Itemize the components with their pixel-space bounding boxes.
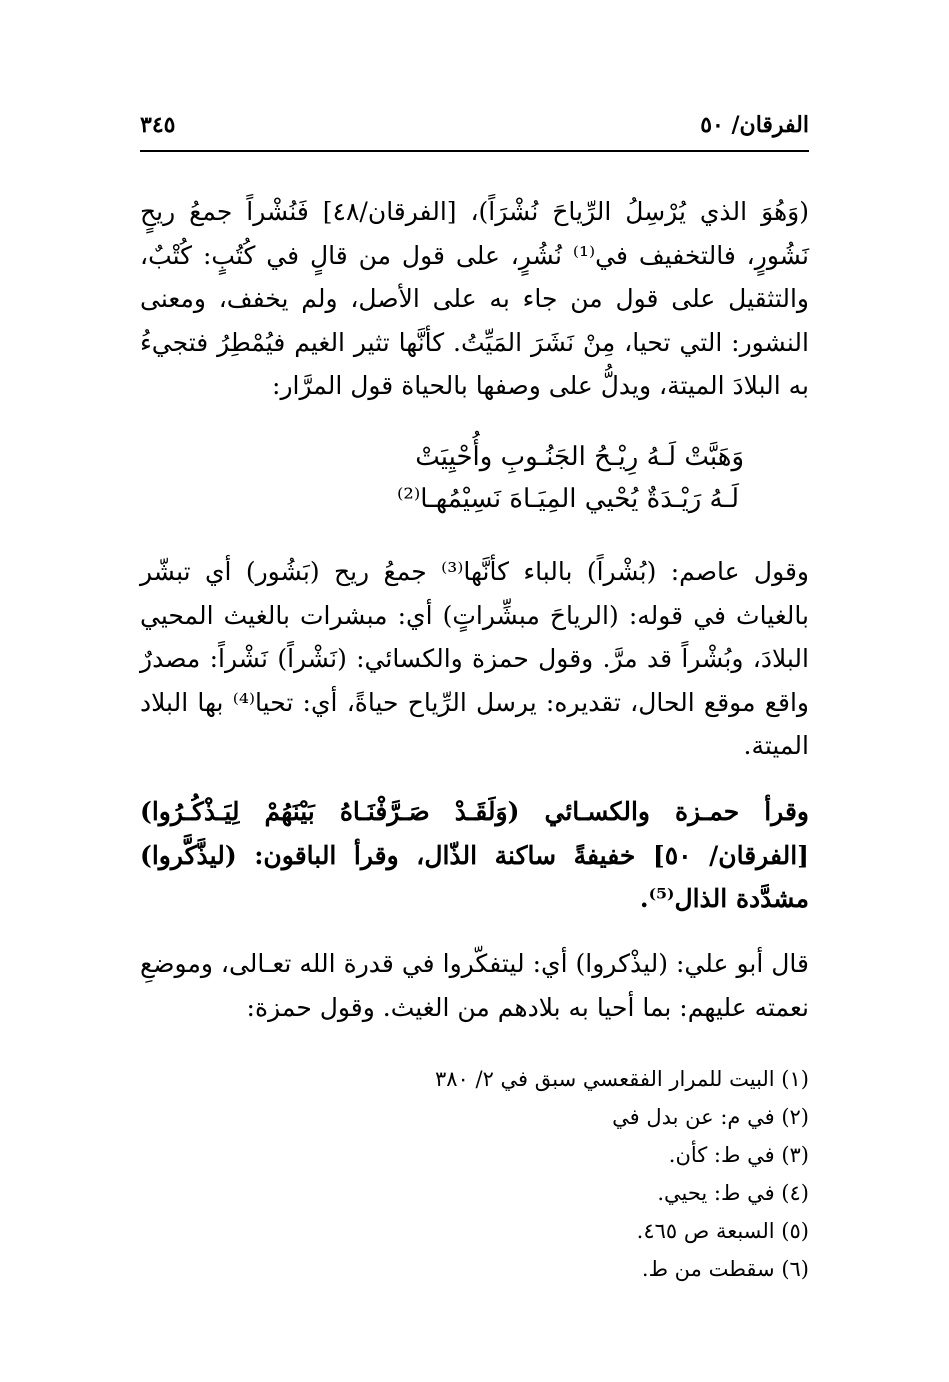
footnote-1: (١) البيت للمرار الفقعسي سبق في ٢/ ٣٨٠ <box>434 1067 809 1091</box>
verse-line-2: لَـهُ رَيْـدَةٌ يُحْيي المِيَـاهَ نَسِيْمُهـا⁽²⁾ <box>397 484 739 514</box>
running-title: الفرقان/ ٥٠ <box>700 112 809 138</box>
footnote-4: (٤) في ط: يحيي. <box>657 1181 809 1205</box>
paragraph-3: وقرأ حمـزة والكسـائي (وَلَقَـدْ صَـرَّفْنَـاهُ بَيْنَهُمْ لِيَـذْكُـرُوا) [الفرقان/ ٥٠] خفيفةً ساكنة الذّال، وقرأ الباقون: (ليذَّكَّروا) مشدَّدة الذال⁽⁵⁾. <box>140 797 810 913</box>
paragraph-2: وقول عاصم: (بُشْراً) بالباء كأنَّها⁽³⁾ جمعُ ريح (بَشُور) أي تبشّر بالغياث في قوله: (الرياحَ مبشِّراتٍ) أي: مبشرات بالغيث المحيي البلادَ، وبُشْراً قد مرَّ. وقول حمزة والكسائي: (نَشْراً) نَشْراً: مصدرٌ واقع موقع الحال، تقديره: يرسل الرِّياح حياةً، أي: تحيا⁽⁴⁾ بها البلاد الميتة. <box>140 557 810 760</box>
paragraph-4: قال أبو علي: (ليذْكروا) أي: ليتفكّروا في قدرة الله تعـالى، وموضعِ نعمته عليهم: بما أحيا به بلادهم من الغيث. وقول حمزة: <box>140 949 809 1022</box>
footnote-3: (٣) في ط: كأن. <box>668 1143 809 1167</box>
footnote-2: (٢) في م: عن بدل في <box>612 1105 809 1129</box>
page-number: ٣٤٥ <box>140 112 176 138</box>
footnotes <box>249 1060 809 1288</box>
verse-line-1: وَهَبَّتْ لَـهُ رِيْـحُ الجَنُـوبِ وأُحْيِيَتْ <box>415 442 744 472</box>
footnote-5: (٥) السبعة ص ٤٦٥. <box>636 1219 809 1243</box>
header-rule <box>140 150 809 152</box>
footnote-6: (٦) سقطت من ط. <box>641 1257 809 1281</box>
paragraph-1: (وَهُوَ الذي يُرْسِلُ الرِّياحَ نُشْرَاً)، [الفرقان/٤٨] فَنُشْراً جمعُ ريحٍ نَشُورٍ، فالتخفيف في⁽¹⁾ نُشُرٍ، على قول من قالٍ في كُتُبٍ: كُتْبٌ، والتثقيل على قول من جاء به على الأصل، ولم يخفف، ومعنى النشور: التي تحيا، مِنْ نَشَرَ المَيِّتُ. كأنَّها تثير الغيم فيُمْطِرُ فتجيءُ به البلادَ الميتة، ويدلُّ على وصفها بالحياة قول المرَّار: <box>140 197 810 400</box>
page-header <box>140 112 809 146</box>
